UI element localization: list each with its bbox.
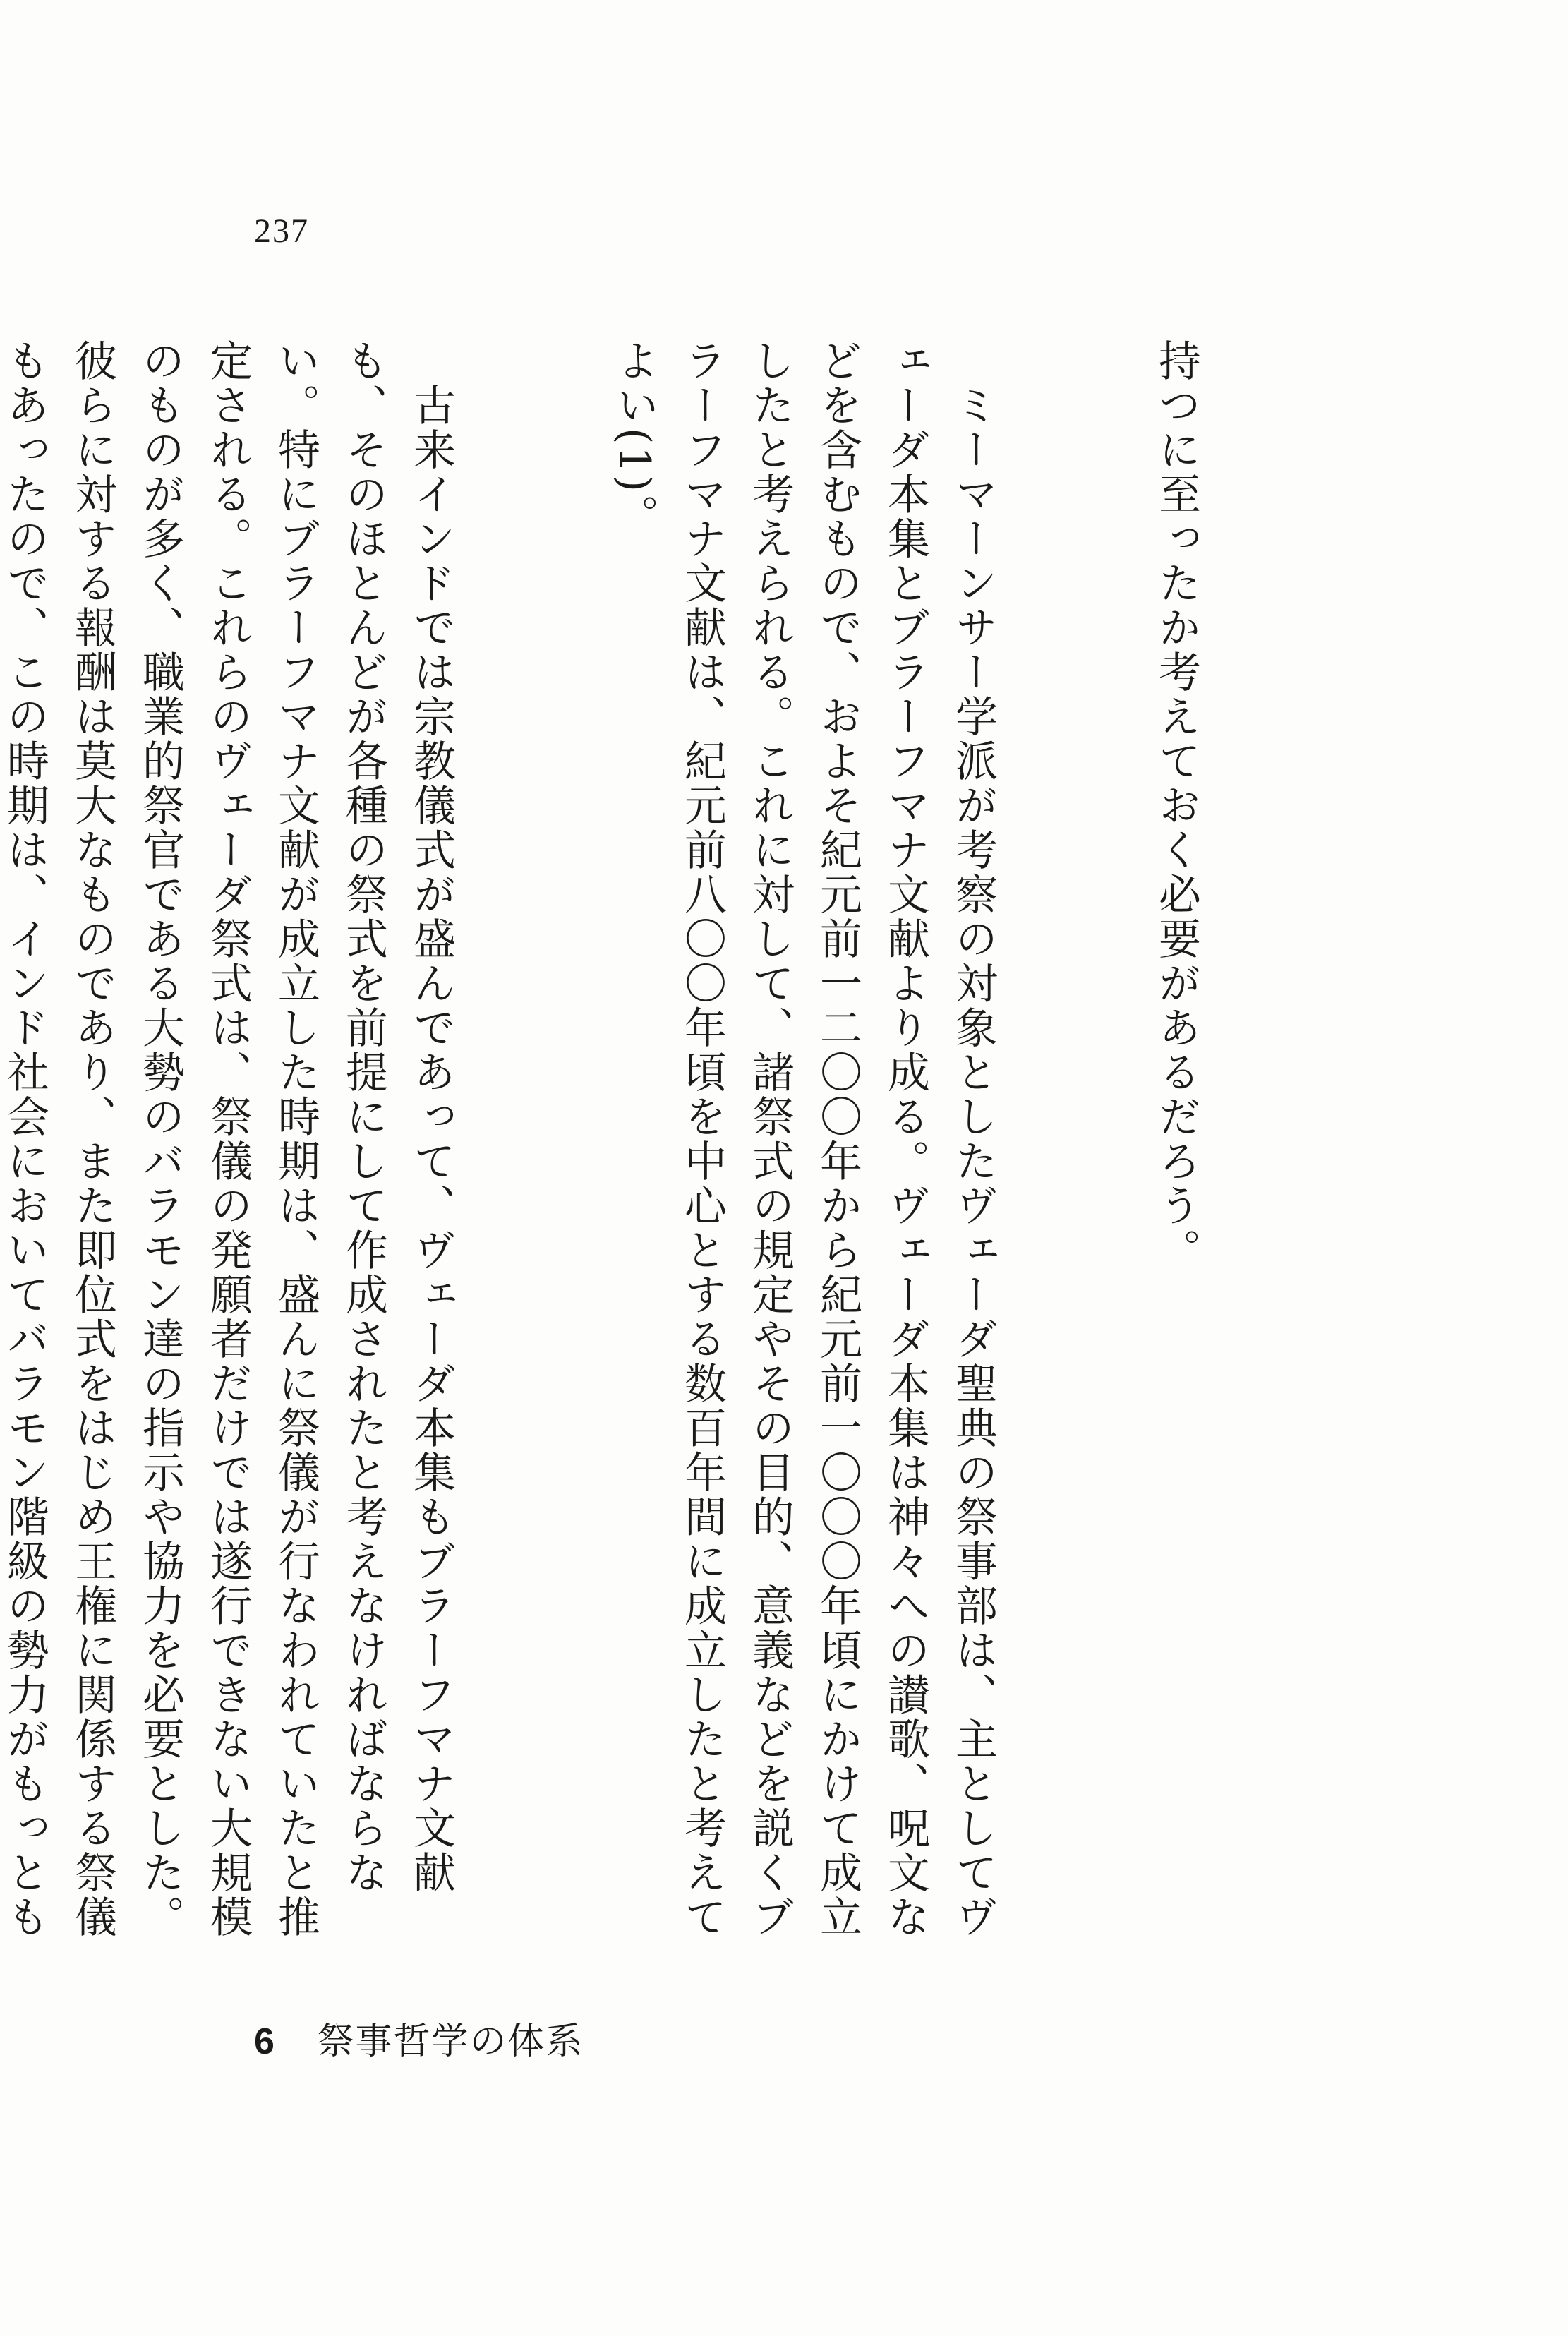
chapter-number: 6	[254, 2021, 276, 2062]
page-number: 237	[254, 212, 309, 250]
paragraph: ミーマーンサー学派が考察の対象としたヴェーダ聖典の祭事部は、主としてヴェーダ本集とブラーフマナ文献より成る。ヴェーダ本集は神々への讃歌、呪文などを含むもので、およそ紀元前一二〇〇年から紀元前一〇〇〇年頃にかけて成立したと考えられる。これに対して、諸祭式の規定やその目的、意義などを説くブラーフマナ文献は、紀元前八〇〇年頃を中心とする数百年間に成立したと考えてよい(1)。	[610, 339, 998, 1939]
running-footer	[254, 2011, 584, 2064]
paragraph: 持つに至ったか考えておく必要があるだろう。	[1152, 339, 1201, 1272]
chapter-title: 祭事哲学の体系	[317, 2021, 584, 2063]
body-text	[0, 339, 1346, 1983]
paragraph: 古来インドでは宗教儀式が盛んであって、ヴェーダ本集もブラーフマナ文献も、そのほとんどが各種の祭式を前提にして作成されたと考えなければならない。特にブラーフマナ文献が成立した時期は、盛んに祭儀が行なわれていたと推定される。これらのヴェーダ祭式は、祭儀の発願者だけでは遂行できない大規模のものが多く、職業的祭官である大勢のバラモン達の指示や協力を必要とした。彼らに対する報酬は莫大なものであり、また即位式をはじめ王権に関係する祭儀もあったので、この時期は、インド社会においてバラモン階級の勢力がもっとも	[0, 339, 456, 1939]
